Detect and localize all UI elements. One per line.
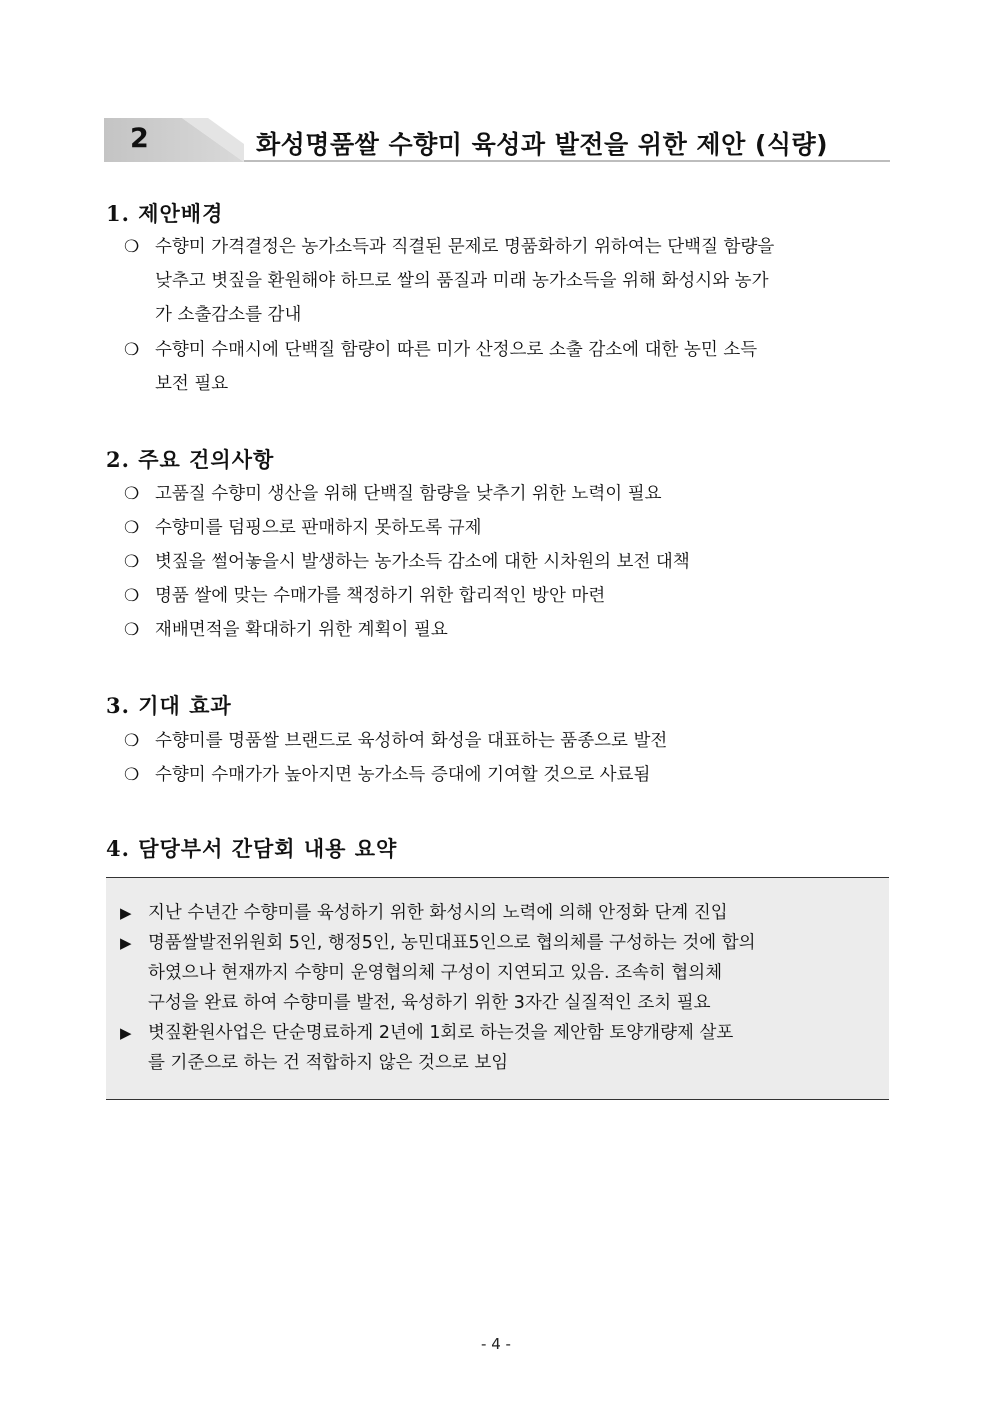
item-line: 볏짚을 썰어놓을시 발생하는 농가소득 감소에 대한 시차원의 보전 대책 bbox=[155, 552, 690, 572]
list-item bbox=[124, 230, 890, 332]
summary-item bbox=[120, 898, 880, 928]
list-item bbox=[124, 579, 890, 613]
summary-line: 구성을 완료 하여 수향미를 발전, 육성하기 위한 3자간 실질적인 조치 필요 bbox=[148, 993, 711, 1013]
list-item bbox=[124, 613, 890, 647]
item-line: 수향미 가격결정은 농가소득과 직결된 문제로 명품화하기 위하여는 단백질 함량을 bbox=[155, 237, 775, 257]
list-item bbox=[124, 477, 890, 511]
summary-line: 명품쌀발전위원회 5인, 행정5인, 농민대표5인으로 협의체를 구성하는 것에 합의 bbox=[148, 933, 756, 953]
section-title-band bbox=[104, 118, 890, 162]
item-line: 수향미 수매시에 단백질 함량이 따른 미가 산정으로 소출 감소에 대한 농민 소득 bbox=[155, 340, 758, 360]
circle-bullet-icon: ❍ bbox=[124, 518, 140, 538]
summary-box bbox=[106, 877, 889, 1100]
summary-line: 지난 수년간 수향미를 육성하기 위한 화성시의 노력에 의해 안정화 단계 진입 bbox=[148, 903, 728, 923]
circle-bullet-icon: ❍ bbox=[124, 620, 140, 640]
arrow-bullet-icon: ▶ bbox=[120, 904, 132, 922]
circle-bullet-icon: ❍ bbox=[124, 340, 140, 360]
circle-bullet-icon: ❍ bbox=[124, 484, 140, 504]
section-heading-requests: 2. 주요 건의사항 bbox=[106, 447, 275, 472]
list-item bbox=[124, 333, 890, 401]
circle-bullet-icon: ❍ bbox=[124, 237, 140, 257]
summary-line: 하였으나 현재까지 수향미 운영협의체 구성이 지연되고 있음. 조속히 협의체 bbox=[148, 963, 723, 983]
circle-bullet-icon: ❍ bbox=[124, 765, 140, 785]
section-heading-effects: 3. 기대 효과 bbox=[106, 693, 232, 718]
summary-item bbox=[120, 928, 880, 1018]
list-item bbox=[124, 724, 890, 758]
item-line: 고품질 수향미 생산을 위해 단백질 함량을 낮추기 위한 노력이 필요 bbox=[155, 484, 662, 504]
circle-bullet-icon: ❍ bbox=[124, 552, 140, 572]
circle-bullet-icon: ❍ bbox=[124, 586, 140, 606]
list-item bbox=[124, 758, 890, 792]
item-line: 보전 필요 bbox=[155, 374, 229, 394]
list-item bbox=[124, 545, 890, 579]
list-item bbox=[124, 511, 890, 545]
arrow-bullet-icon: ▶ bbox=[120, 934, 132, 952]
summary-line: 를 기준으로 하는 건 적합하지 않은 것으로 보임 bbox=[148, 1053, 509, 1073]
summary-line: 볏짚환원사업은 단순명료하게 2년에 1회로 하는것을 제안함 토양개량제 살포 bbox=[148, 1023, 734, 1043]
item-line: 명품 쌀에 맞는 수매가를 책정하기 위한 합리적인 방안 마련 bbox=[155, 586, 606, 606]
arrow-bullet-icon: ▶ bbox=[120, 1024, 132, 1042]
item-line: 수향미를 덤핑으로 판매하지 못하도록 규제 bbox=[155, 518, 482, 538]
section-heading-summary: 4. 담당부서 간담회 내용 요약 bbox=[106, 836, 398, 861]
item-line: 수향미 수매가가 높아지면 농가소득 증대에 기여할 것으로 사료됨 bbox=[155, 765, 651, 785]
page-number: - 4 - bbox=[481, 1335, 511, 1353]
item-line: 수향미를 명품쌀 브랜드로 육성하여 화성을 대표하는 품종으로 발전 bbox=[155, 731, 668, 751]
item-line: 재배면적을 확대하기 위한 계획이 필요 bbox=[155, 620, 448, 640]
circle-bullet-icon: ❍ bbox=[124, 731, 140, 751]
page-title: 화성명품쌀 수향미 육성과 발전을 위한 제안 (식량) bbox=[256, 130, 829, 159]
section-heading-background: 1. 제안배경 bbox=[106, 201, 224, 226]
item-line: 낮추고 볏짚을 환원해야 하므로 쌀의 품질과 미래 농가소득을 위해 화성시와 농가 bbox=[155, 271, 769, 291]
summary-item bbox=[120, 1018, 880, 1078]
section-number: 2 bbox=[130, 123, 149, 154]
item-line: 가 소출감소를 감내 bbox=[155, 305, 302, 325]
